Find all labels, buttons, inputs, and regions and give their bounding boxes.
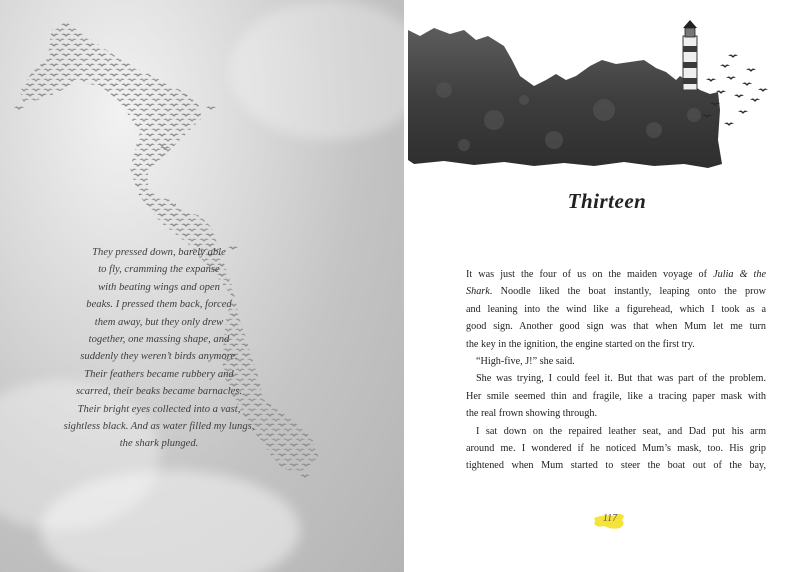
poem-line: them away, but they only drew: [94, 316, 224, 328]
chapter-title: Thirteen: [567, 189, 647, 213]
text-line: good sign. Another good sign was that when Mum let me turn: [466, 321, 766, 333]
text-line: the key in the ignition, the engine started on the first try.: [466, 338, 695, 350]
cliff-silhouette: [408, 28, 722, 168]
text-line: Shark. Noodle liked the boat instantly, leaping onto the prow: [466, 286, 766, 298]
poem-text: [14, 244, 304, 453]
text-line: “High-five, J!” she said.: [476, 356, 575, 368]
left-page: [0, 0, 404, 572]
page-number: 117: [602, 513, 618, 524]
poem-line: to fly, cramming the expanse: [98, 264, 220, 276]
text-line: around me. I wondered if he noticed Mum’s mask, too. His grip: [466, 443, 766, 455]
lighthouse: [683, 20, 697, 90]
chapter-body: [466, 266, 766, 475]
text-line: I sat down on the repaired leather seat, and Dad put his arm: [476, 425, 766, 437]
poem-line: Their feathers became rubbery and: [84, 368, 234, 380]
boat-name: Shark: [466, 286, 490, 298]
text-line: the real frown showing through.: [466, 408, 597, 420]
poem-line: suddenly they weren’t birds anymore.: [80, 351, 238, 363]
right-page: [404, 0, 810, 572]
text-line: It was just the four of us on the maiden voyage of Julia & the: [466, 269, 767, 280]
poem-line: sightless black. And as water filled my lungs,: [63, 421, 255, 433]
poem-line: with beating wings and open: [98, 281, 220, 293]
text-line: Her smile seemed thin and fragile, like a tracing paper mask with: [466, 390, 766, 402]
cliff-lighthouse-illustration: [404, 0, 810, 170]
text-line: tightened when Mum started to steer the boat out of the bay,: [466, 460, 766, 472]
poem-line: scarred, their beaks became barnacles.: [75, 386, 243, 398]
poem-line: the shark plunged.: [119, 438, 199, 450]
poem-line: together, one massing shape, and: [88, 334, 230, 346]
text-line: She was trying, I could feel it. But that was part of the problem.: [476, 373, 766, 385]
poem-line: beaks. I pressed them back, forced: [86, 299, 232, 311]
text-line: and leaning into the wind like a figurehead, which I took as a: [466, 303, 766, 315]
poem-line: They pressed down, barely able: [92, 247, 226, 258]
boat-name: Julia & the: [713, 269, 767, 280]
poem-line: Their bright eyes collected into a vast,: [77, 403, 241, 415]
page-number-badge: [590, 510, 630, 534]
